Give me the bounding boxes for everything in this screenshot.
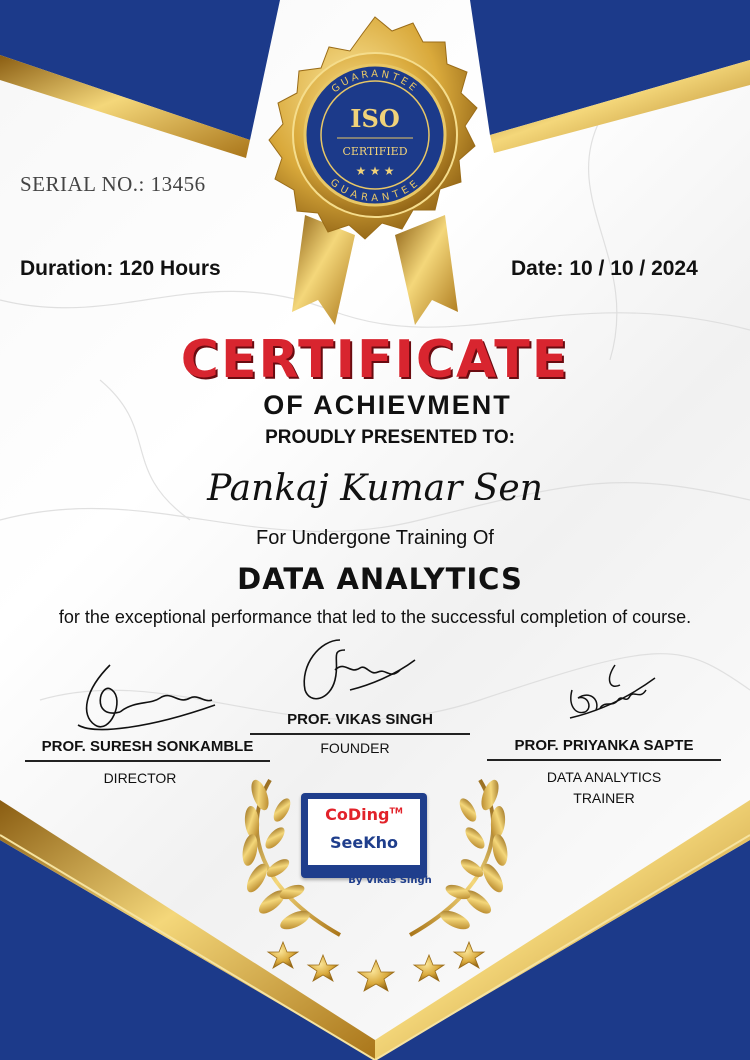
completion-statement: for the exceptional performance that led to the successful completion of course. [58,607,692,627]
star-icon [454,942,484,968]
signatory-role: TRAINER [573,789,635,806]
seal-stars: ★ ★ ★ [355,164,395,178]
presented-to-label: PROUDLY PRESENTED TO: [265,427,515,448]
coding-seekho-logo [301,793,427,878]
signature-rule [25,760,270,762]
signature-rule [250,733,470,735]
serial-number: SERIAL NO.: 13456 [20,172,206,196]
signatory-name: PROF. VIKAS SINGH [287,711,433,728]
training-line: For Undergone Training Of [256,527,494,549]
signatory-name: PROF. SURESH SONKAMBLE [41,738,254,755]
signatory-role: DIRECTOR [103,769,177,786]
duration-label: Duration: 120 Hours [20,257,221,280]
signature-singh [304,640,415,699]
star-row [268,942,484,991]
signatory-director [25,738,270,789]
logo-byline: By Vikas Singh [348,875,432,886]
star-icon [268,942,298,968]
signature-sapte [570,665,655,718]
star-icon [308,955,338,981]
date-label: Date: 10 / 10 / 2024 [511,257,698,280]
signatory-role: DATA ANALYTICS [546,768,662,785]
star-icon [358,960,394,991]
star-icon [414,955,444,981]
certificate-subtitle: OF ACHIEVMENT [263,390,512,420]
logo-line1: CoDing [325,805,390,824]
signature-sonkamble [78,665,215,729]
seal-subtitle: CERTIFIED [342,145,408,158]
seal-title: ISO [350,104,400,133]
signatory-founder [250,711,470,759]
logo-line2: SeeKho [329,833,398,852]
certificate-title: CERTIFICATE [180,330,570,390]
ribbon-left [292,215,355,325]
logo-screen [308,799,420,865]
logo-trademark: TM [389,806,403,816]
iso-seal [269,17,477,239]
signatory-trainer [487,737,721,809]
recipient-name: Pankaj Kumar Sen [207,468,543,509]
course-name: DATA ANALYTICS [237,562,523,596]
signatory-name: PROF. PRIYANKA SAPTE [514,737,694,754]
seal-top-text: GUARANTEE [329,68,421,96]
signature-rule [487,759,721,761]
ribbon-right [395,215,458,325]
seal-bottom-text: GUARANTEE [327,177,423,205]
signatory-role: FOUNDER [320,739,390,756]
